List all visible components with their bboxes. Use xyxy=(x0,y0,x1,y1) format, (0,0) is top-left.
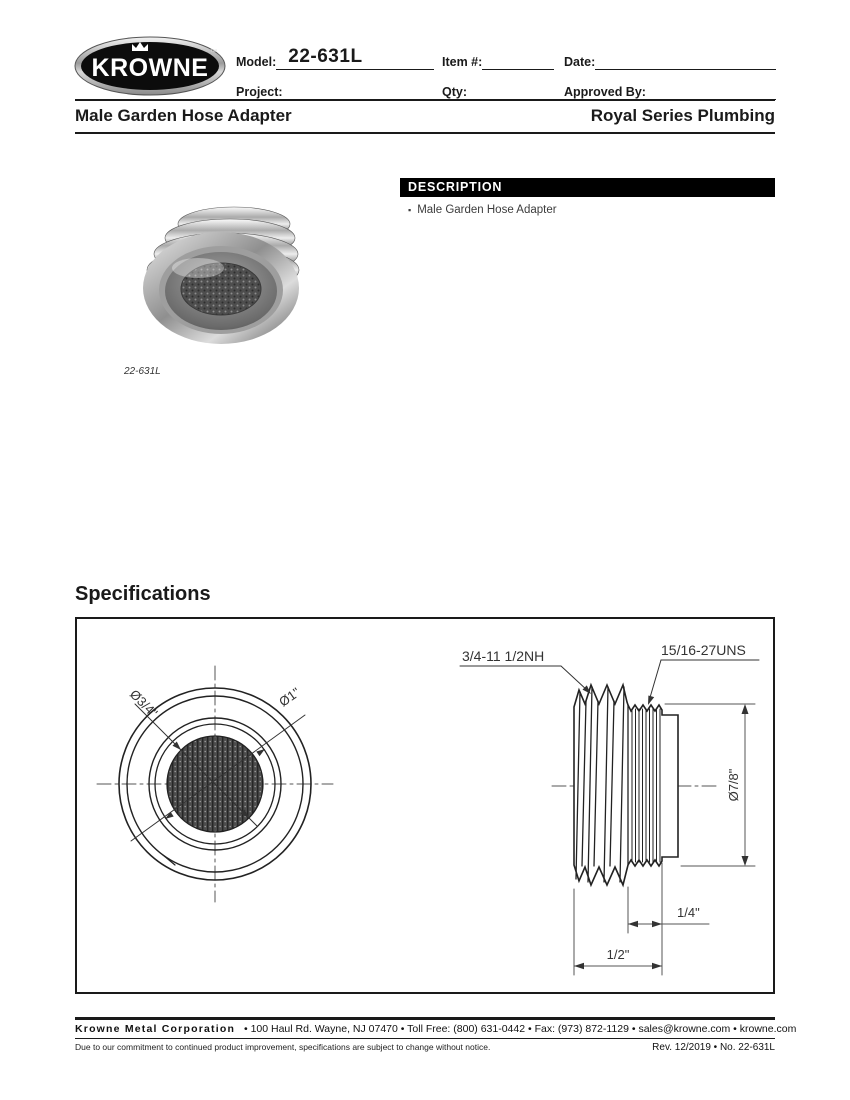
footer-divider-thick xyxy=(75,1017,775,1020)
model-label: Model: xyxy=(236,55,277,69)
disclaimer-text: Due to our commitment to continued product improvement, specifications are subject to change without notice. xyxy=(75,1042,491,1052)
photo-caption: 22-631L xyxy=(124,366,161,377)
approved-label: Approved By: xyxy=(564,85,646,99)
series-title: Royal Series Plumbing xyxy=(590,106,775,125)
item-field xyxy=(442,50,554,70)
model-value: 22-631L xyxy=(288,46,363,67)
footer-divider-thin xyxy=(75,1038,775,1039)
title-bar xyxy=(75,106,775,126)
approved-line xyxy=(646,80,776,100)
project-field xyxy=(236,80,434,100)
thread-coarse-label: 3/4-11 1/2NH xyxy=(462,648,545,664)
model-line xyxy=(276,46,434,70)
thread-fine-label: 15/16-27UNS xyxy=(661,642,746,658)
title-divider xyxy=(75,132,775,134)
date-line xyxy=(595,50,776,70)
specifications-heading: Specifications xyxy=(75,583,211,605)
item-label: Item #: xyxy=(442,55,483,69)
date-label: Date: xyxy=(564,55,596,69)
revision-text: Rev. 12/2019 • No. 22-631L xyxy=(652,1042,775,1053)
qty-field xyxy=(442,80,554,100)
item-line xyxy=(482,50,554,70)
company-contact: • 100 Haul Rd. Wayne, NJ 07470 • Toll Free: (800) 631-0442 • Fax: (973) 872-1129 • sales@krowne.com • krowne.com xyxy=(243,1023,797,1035)
description-item xyxy=(400,204,775,216)
bullet-icon: ▪ xyxy=(408,205,412,215)
len-fine-label: 1/4" xyxy=(677,905,700,920)
project-line xyxy=(283,80,434,100)
front-view-drawing xyxy=(97,666,333,902)
footer-bottom-line xyxy=(75,1042,775,1053)
model-field xyxy=(236,46,434,70)
krowne-logo xyxy=(74,36,226,96)
qty-label: Qty: xyxy=(442,85,467,99)
qty-line xyxy=(467,80,554,100)
approved-field xyxy=(564,80,776,100)
header-fields xyxy=(236,42,776,102)
len-overall-label: 1/2" xyxy=(606,947,630,962)
product-photo xyxy=(128,190,318,350)
date-field xyxy=(564,50,776,70)
project-label: Project: xyxy=(236,85,283,99)
brand-text: KROWNE xyxy=(91,54,209,82)
dia-height-label: Ø7/8" xyxy=(726,768,741,802)
company-name: Krowne Metal Corporation xyxy=(75,1023,236,1035)
side-view-drawing xyxy=(460,642,759,975)
trademark-symbol: ™ xyxy=(210,49,217,56)
description-text: Male Garden Hose Adapter xyxy=(417,204,557,216)
description-section xyxy=(400,178,775,216)
page-title: Male Garden Hose Adapter xyxy=(75,106,292,125)
dia-inner-label: Ø3/4" xyxy=(126,686,161,721)
description-heading: DESCRIPTION xyxy=(400,178,775,197)
dia-outer-label: Ø1" xyxy=(276,684,303,710)
header-divider xyxy=(75,99,775,101)
specifications-drawing-box xyxy=(75,617,775,994)
footer-company-line xyxy=(75,1023,797,1035)
